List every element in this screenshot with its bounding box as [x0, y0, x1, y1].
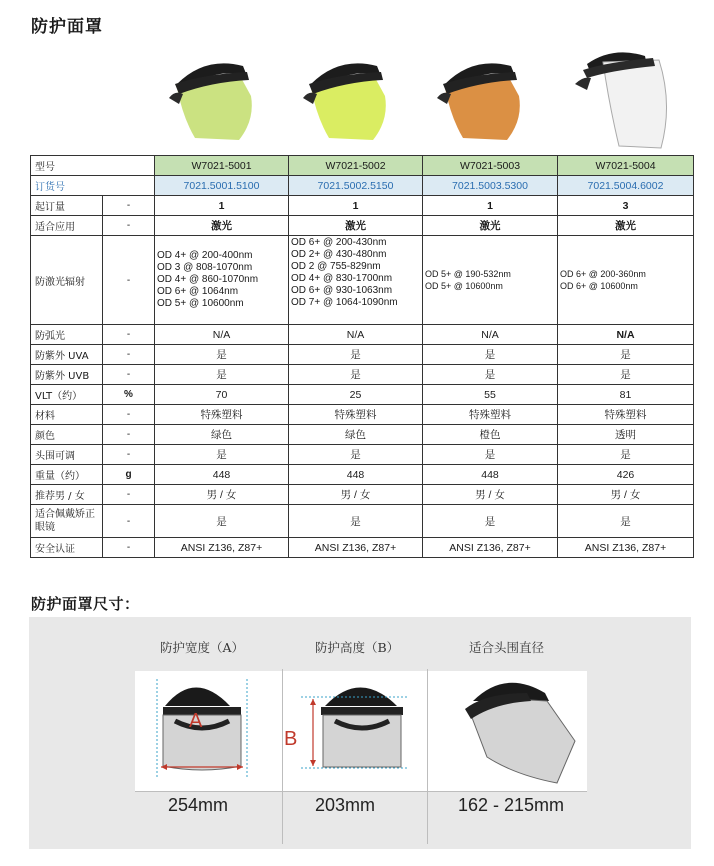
table-cell: 是 [289, 445, 423, 465]
table-cell: 男 / 女 [155, 485, 289, 505]
laser-spec-line: OD 6+ @ 200-430nm [291, 237, 387, 248]
table-row-arc-protection [31, 325, 694, 345]
row-label: 重量（约） [31, 465, 103, 485]
unit-cell: - [103, 538, 155, 558]
laser-spec-cell [289, 236, 423, 325]
table-row-uvb [31, 365, 694, 385]
table-cell: 是 [423, 445, 558, 465]
unit-cell: - [103, 445, 155, 465]
unit-cell: - [103, 505, 155, 538]
dimensions-title: 防护面罩尺寸： [31, 595, 140, 613]
laser-spec-line: OD 3 @ 808-1070nm [157, 262, 253, 273]
table-cell: 448 [423, 465, 558, 485]
table-row-gender [31, 485, 694, 505]
table-cell: 是 [558, 505, 694, 538]
table-cell: 3 [558, 196, 694, 216]
table-cell: N/A [155, 325, 289, 345]
dimensions-panel [29, 617, 691, 849]
table-row-weight [31, 465, 694, 485]
table-cell: 是 [155, 445, 289, 465]
table-cell: 是 [558, 445, 694, 465]
table-cell: 橙色 [423, 425, 558, 445]
row-label: 防弧光 [31, 325, 103, 345]
laser-spec-line: OD 5+ @ 10600nm [157, 298, 244, 309]
order-number-cell: 7021.5001.5100 [155, 176, 289, 196]
model-cell: W7021-5002 [289, 156, 423, 176]
row-label: 防紫外 UVB [31, 365, 103, 385]
table-cell: 是 [558, 345, 694, 365]
divider [427, 669, 428, 844]
laser-spec-line: OD 6+ @ 10600nm [560, 281, 638, 291]
unit-cell: - [103, 405, 155, 425]
table-cell: 特殊塑料 [558, 405, 694, 425]
table-cell: ANSI Z136, Z87+ [155, 538, 289, 558]
table-row-glasses [31, 505, 694, 538]
table-cell: 男 / 女 [558, 485, 694, 505]
model-cell: W7021-5004 [558, 156, 694, 176]
table-cell: ANSI Z136, Z87+ [289, 538, 423, 558]
table-cell: 448 [155, 465, 289, 485]
table-cell: 426 [558, 465, 694, 485]
table-cell: 男 / 女 [423, 485, 558, 505]
unit-cell: - [103, 345, 155, 365]
laser-spec-line: OD 2+ @ 430-480nm [291, 249, 387, 260]
product-photo-5001 [155, 44, 289, 154]
laser-spec-line: OD 4+ @ 200-400nm [157, 250, 253, 261]
unit-cell: - [103, 236, 155, 325]
laser-spec-line: OD 6+ @ 930-1063nm [291, 285, 393, 296]
product-photo-5003 [423, 44, 557, 154]
page-title: 防护面罩 [31, 17, 103, 37]
table-cell: 是 [558, 365, 694, 385]
row-label: VLT（约） [31, 385, 103, 405]
width-label: 防护宽度（A） [160, 640, 245, 655]
unit-cell: g [103, 465, 155, 485]
table-cell: 70 [155, 385, 289, 405]
head-size-value: 162 - 215mm [458, 795, 565, 815]
table-cell: N/A [558, 325, 694, 345]
row-label: 起订量 [31, 196, 103, 216]
unit-cell: - [103, 425, 155, 445]
row-label: 订货号 [31, 176, 155, 196]
table-cell: 激光 [423, 216, 558, 236]
spec-table [30, 155, 694, 558]
table-cell: 是 [289, 505, 423, 538]
table-cell: 是 [423, 505, 558, 538]
row-label: 材料 [31, 405, 103, 425]
width-value: 254mm [168, 795, 229, 815]
table-cell: 是 [155, 365, 289, 385]
laser-spec-cell [155, 236, 289, 325]
table-cell: 特殊塑料 [289, 405, 423, 425]
table-cell: 男 / 女 [289, 485, 423, 505]
table-cell: 激光 [558, 216, 694, 236]
table-row-color [31, 425, 694, 445]
order-number-cell: 7021.5004.6002 [558, 176, 694, 196]
laser-spec-line: OD 5+ @ 10600nm [425, 281, 503, 291]
table-row-moq [31, 196, 694, 216]
table-row-model [31, 156, 694, 176]
table-cell: 是 [155, 345, 289, 365]
unit-cell: - [103, 216, 155, 236]
row-label: 颜色 [31, 425, 103, 445]
table-cell: 1 [423, 196, 558, 216]
table-cell: 是 [423, 365, 558, 385]
table-cell: 1 [155, 196, 289, 216]
laser-spec-line: OD 4+ @ 830-1700nm [291, 273, 393, 284]
table-cell: 绿色 [289, 425, 423, 445]
table-cell: N/A [289, 325, 423, 345]
model-cell: W7021-5003 [423, 156, 558, 176]
unit-cell: - [103, 325, 155, 345]
laser-spec-cell [423, 236, 558, 325]
unit-cell: - [103, 365, 155, 385]
product-photos [155, 44, 691, 154]
table-cell: 是 [155, 505, 289, 538]
table-row-vlt [31, 385, 694, 405]
row-label: 防紫外 UVA [31, 345, 103, 365]
table-cell: 激光 [155, 216, 289, 236]
table-cell: 25 [289, 385, 423, 405]
row-label: 推荐男 / 女 [31, 485, 103, 505]
row-label: 头围可调 [31, 445, 103, 465]
table-cell: 激光 [289, 216, 423, 236]
laser-spec-line: OD 2 @ 755-829nm [291, 261, 381, 272]
unit-cell: - [103, 196, 155, 216]
table-row-material [31, 405, 694, 425]
unit-cell: % [103, 385, 155, 405]
row-label: 防激光辐射 [31, 236, 103, 325]
height-label: 防护高度（B） [315, 640, 400, 655]
laser-spec-line: OD 6+ @ 200-360nm [560, 269, 646, 279]
table-cell: 透明 [558, 425, 694, 445]
table-cell: ANSI Z136, Z87+ [558, 538, 694, 558]
order-number-cell: 7021.5002.5150 [289, 176, 423, 196]
divider [282, 669, 283, 844]
table-cell: N/A [423, 325, 558, 345]
table-cell: 是 [289, 365, 423, 385]
laser-spec-line: OD 5+ @ 190-532nm [425, 269, 511, 279]
order-number-cell: 7021.5003.5300 [423, 176, 558, 196]
row-label: 适合应用 [31, 216, 103, 236]
table-row-adjustable [31, 445, 694, 465]
marker-a: A [189, 710, 203, 732]
table-cell: 448 [289, 465, 423, 485]
table-cell: 特殊塑料 [155, 405, 289, 425]
product-photo-5004 [557, 44, 691, 154]
table-row-order-number [31, 176, 694, 196]
divider-line [135, 791, 587, 792]
laser-spec-line: OD 7+ @ 1064-1090nm [291, 297, 398, 308]
table-cell: 绿色 [155, 425, 289, 445]
table-row-certification [31, 538, 694, 558]
model-cell: W7021-5001 [155, 156, 289, 176]
laser-spec-cell [558, 236, 694, 325]
row-label: 安全认证 [31, 538, 103, 558]
table-cell: 81 [558, 385, 694, 405]
table-cell: 是 [423, 345, 558, 365]
row-label: 型号 [31, 156, 155, 176]
laser-spec-line: OD 6+ @ 1064nm [157, 286, 239, 297]
table-row-uva [31, 345, 694, 365]
marker-b: B [284, 728, 298, 750]
unit-cell: - [103, 485, 155, 505]
laser-spec-line: OD 4+ @ 860-1070nm [157, 274, 259, 285]
height-value: 203mm [315, 795, 376, 815]
row-label: 适合佩戴矫正眼镜 [31, 505, 103, 538]
table-cell: ANSI Z136, Z87+ [423, 538, 558, 558]
table-cell: 是 [289, 345, 423, 365]
table-cell: 特殊塑料 [423, 405, 558, 425]
product-photo-5002 [289, 44, 423, 154]
table-row-application [31, 216, 694, 236]
table-cell: 55 [423, 385, 558, 405]
table-row-laser-protection [31, 236, 694, 325]
table-cell: 1 [289, 196, 423, 216]
head-size-label: 适合头围直径 [469, 640, 545, 655]
